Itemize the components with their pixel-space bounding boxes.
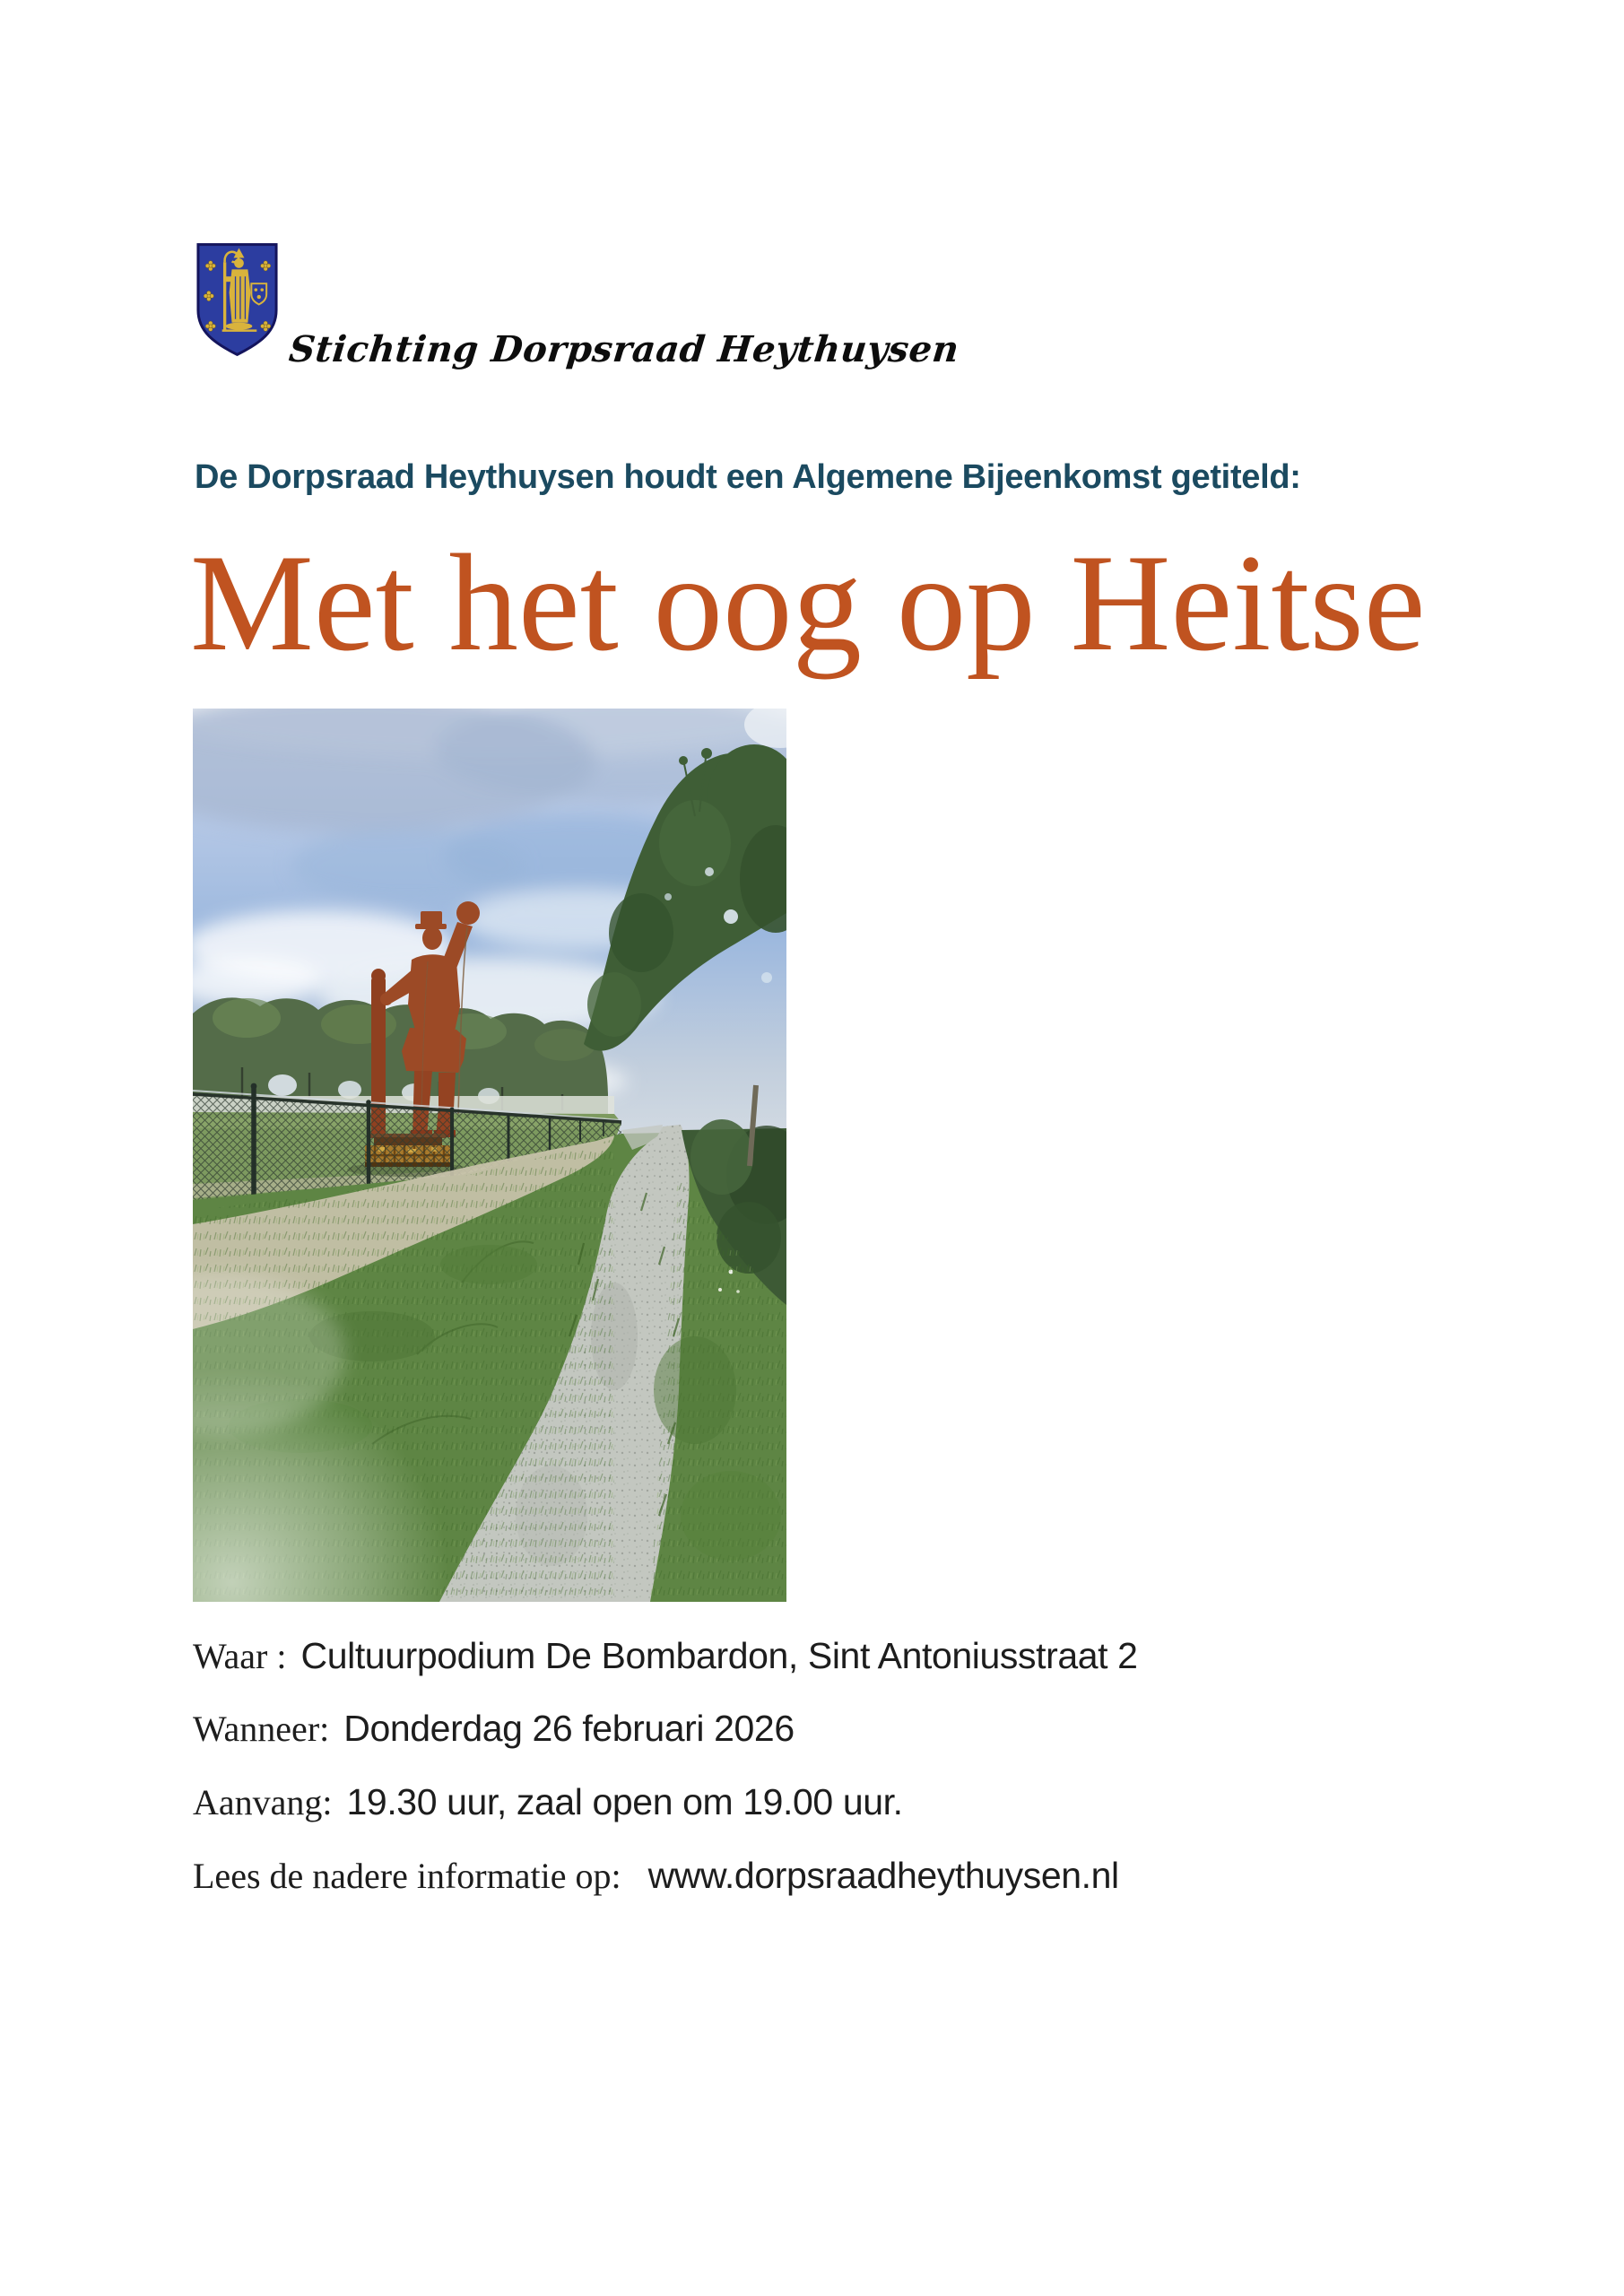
organization-script-name: Stichting Dorpsraad Heythuysen (287, 328, 961, 370)
shield-inescutcheon (251, 283, 266, 304)
headline: Met het oog op Heitse (190, 526, 1426, 680)
detail-line-info (193, 1857, 1119, 1894)
intro-line: De Dorpsraad Heythuysen houdt een Algemene Bijeenkomst getiteld: (195, 458, 1301, 496)
coat-of-arms-icon (193, 240, 282, 359)
detail-value-waar: Cultuurpodium De Bombardon, Sint Antoniusstraat 2 (300, 1635, 1138, 1676)
coat-of-arms-logo (193, 240, 282, 359)
detail-label-wanneer: Wanneer: (193, 1709, 330, 1749)
detail-label-aanvang: Aanvang: (193, 1782, 333, 1822)
detail-line-waar (193, 1635, 1138, 1676)
detail-value-aanvang: 19.30 uur, zaal open om 19.00 uur. (346, 1781, 903, 1822)
detail-label-info: Lees de nadere informatie op: (193, 1856, 621, 1896)
detail-line-wanneer (193, 1710, 795, 1747)
website-url[interactable]: www.dorpsraadheythuysen.nl (647, 1855, 1119, 1896)
detail-line-aanvang (193, 1781, 903, 1822)
detail-value-wanneer: Donderdag 26 februari 2026 (343, 1708, 795, 1749)
detail-label-waar: Waar : (193, 1636, 287, 1676)
statue-photo (193, 709, 786, 1602)
statue-photo-illustration (193, 709, 786, 1602)
